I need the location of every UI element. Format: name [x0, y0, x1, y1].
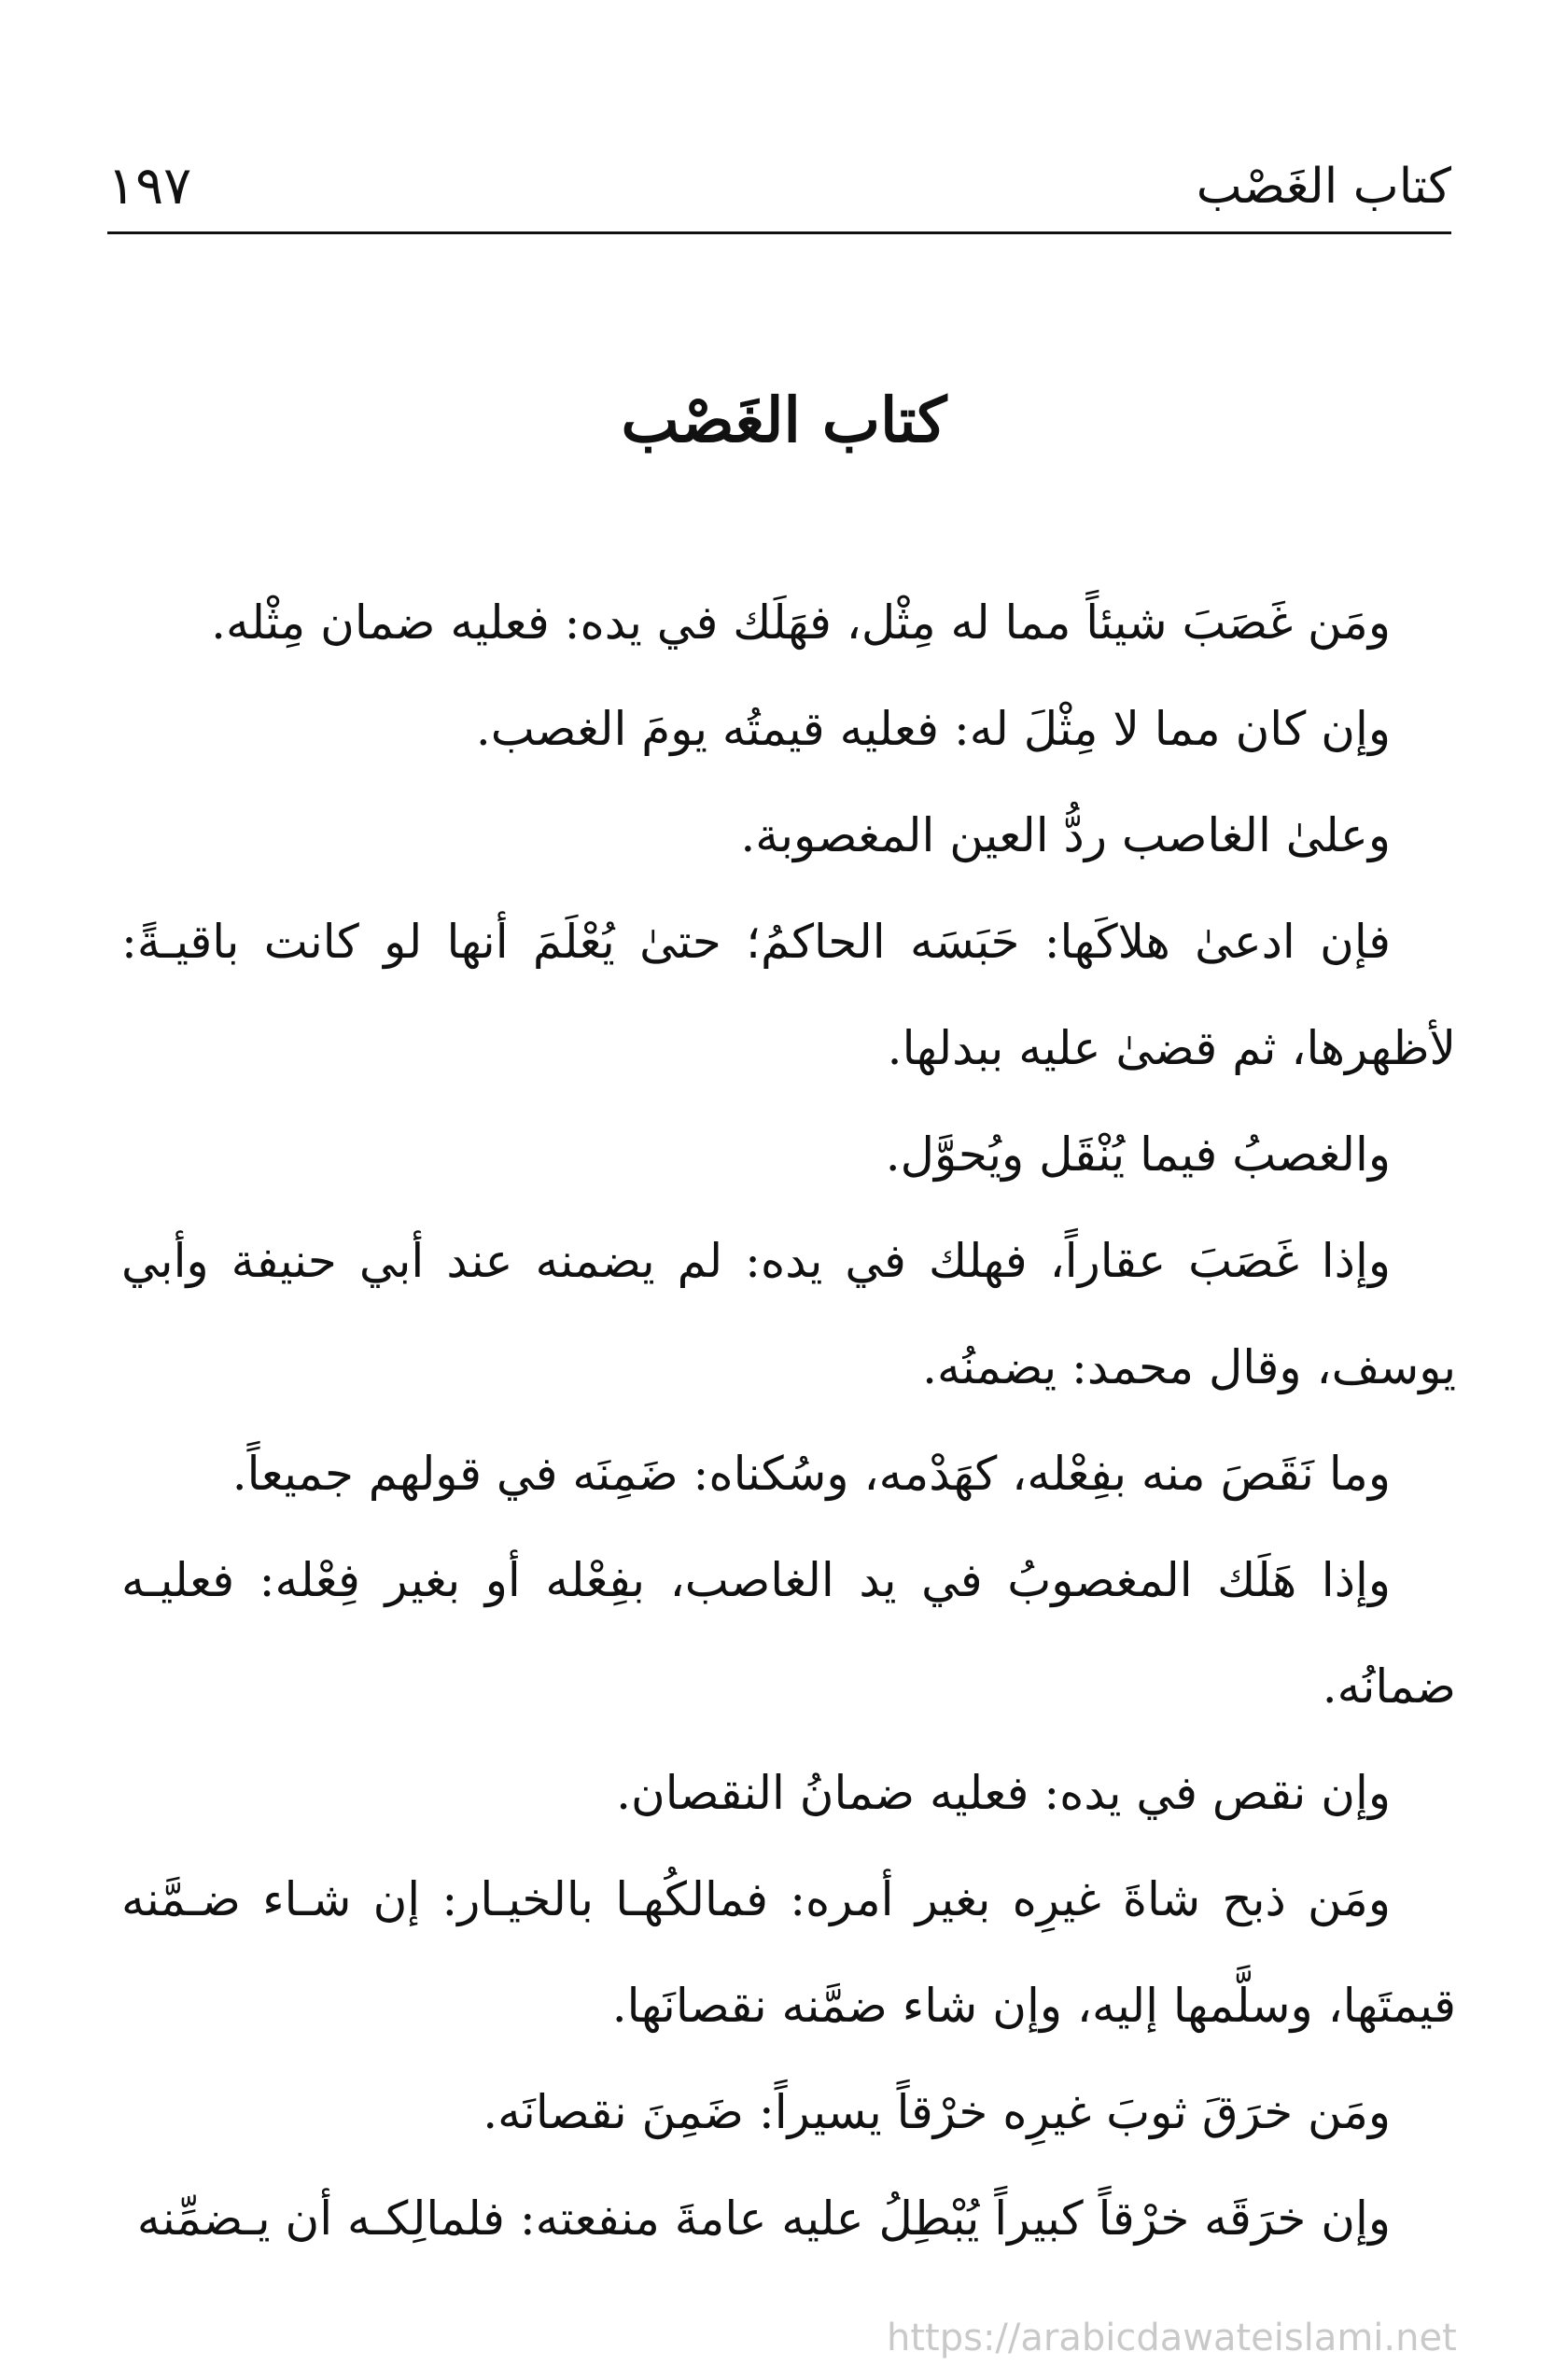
paragraph: ومَن ذبح شاةَ غيرِه بغير أمره: فمالكُهـا بالخيـار: إن شـاء ضـمَّنه قيمتَها، وسلَّمها إليه، وإن شاء ضمَّنه نقصانَها.	[121, 1872, 1456, 2033]
paragraph: والغصبُ فيما يُنْقَل ويُحوَّل.	[885, 1127, 1391, 1182]
body-text	[121, 569, 1456, 2272]
paragraph: وإن خرَقَه خرْقاً كبيراً يُبْطِلُ عليه عامةَ منفعته: فلمالِكـه أن يـضمِّنه	[136, 2191, 1391, 2246]
chapter-title: كتاب الغَصْب	[621, 384, 947, 456]
paragraph: ومَن غَصَبَ شيئاً مما له مِثْل، فهَلَك في يده: فعليه ضمان مِثْله.	[211, 595, 1391, 650]
header-divider	[107, 231, 1451, 234]
paragraph: وإن كان مما لا مِثْلَ له: فعليه قيمتُه يومَ الغصب.	[475, 702, 1391, 756]
running-header	[107, 149, 1451, 224]
paragraph: ومَن خرَقَ ثوبَ غيرِه خرْقاً يسيراً: ضَمِنَ نقصانَه.	[483, 2085, 1391, 2139]
paragraph: وإن نقص في يده: فعليه ضمانُ النقصان.	[616, 1766, 1391, 1820]
paragraph: وإذا غَصَبَ عقاراً، فهلك في يده: لم يضمنه عند أبي حنيفة وأبي يوسف، وقال محمد: يضمنُه.	[121, 1234, 1456, 1394]
running-header-title: كتاب الغَصْب	[1196, 159, 1451, 215]
paragraph: وما نَقَصَ منه بفِعْله، كهَدْمه، وسُكناه: ضَمِنَه في قولهم جميعاً.	[231, 1447, 1391, 1501]
paragraph: وعلىٰ الغاصب ردُّ العين المغصوبة.	[740, 808, 1391, 862]
paragraph: فإن ادعىٰ هلاكَها: حَبَسَه الحاكمُ؛ حتىٰ يُعْلَمَ أنها لو كانت باقيـةً: لأظهرها، ثم قضىٰ عليه ببدلها.	[121, 915, 1456, 1075]
page-number: ١٩٧	[107, 156, 192, 217]
watermark-url: https://arabicdawateislami.net	[887, 2317, 1457, 2359]
paragraph: وإذا هَلَك المغصوبُ في يد الغاصب، بفِعْله أو بغير فِعْله: فعليـه ضمانُه.	[121, 1553, 1456, 1714]
